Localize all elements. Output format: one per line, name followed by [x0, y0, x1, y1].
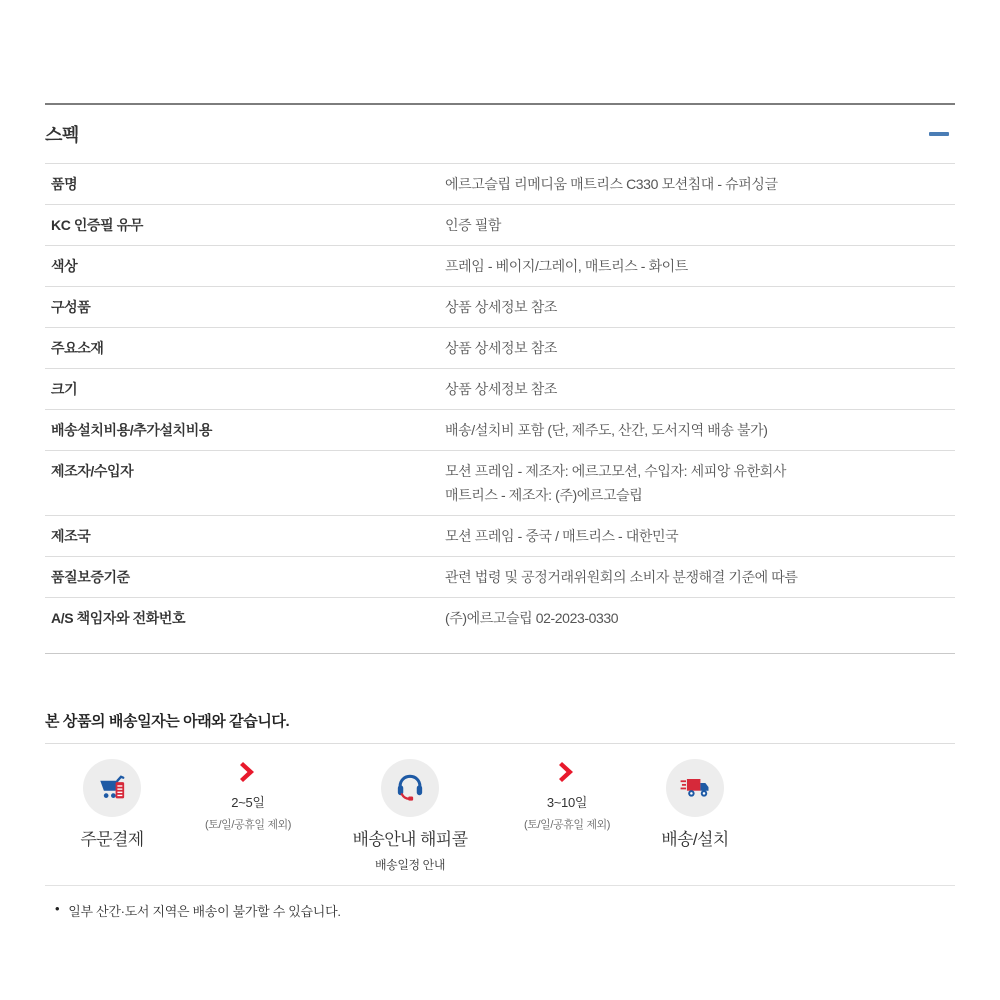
arrow-duration: 3~10일	[546, 795, 588, 810]
spec-row-value: 배송/설치비 포함 (단, 제주도, 산간, 도서지역 배송 불가)	[445, 422, 768, 438]
table-row	[45, 205, 955, 246]
table-row	[45, 598, 955, 654]
delivery-section	[45, 710, 955, 920]
spec-row-label: 배송설치비용/추가설치비용	[51, 422, 212, 438]
spec-section	[45, 103, 955, 654]
delivery-arrow-1	[179, 744, 317, 832]
spec-row-label: KC 인증필 유무	[51, 217, 144, 233]
spec-row-value: 상품 상세정보 참조	[445, 340, 557, 356]
spec-row-label: 색상	[51, 258, 78, 274]
delivery-flow	[45, 744, 955, 886]
spec-row-value: (주)에르고슬립 02-2023-0330	[445, 610, 619, 626]
table-row	[45, 369, 955, 410]
table-row	[45, 410, 955, 451]
table-row	[45, 516, 955, 557]
spec-table	[45, 163, 955, 654]
table-row	[45, 557, 955, 598]
spec-row-label: 제조국	[51, 528, 91, 544]
product-info-page	[45, 0, 955, 920]
spec-row-label: 제조자/수입자	[51, 463, 134, 479]
spec-row-value	[445, 463, 955, 504]
spec-row-value-line1: 모션 프레임 - 제조자: 에르고모션, 수입자: 세피앙 유한회사	[445, 463, 787, 479]
table-row	[45, 451, 955, 516]
delivery-step-order	[45, 759, 179, 850]
spec-row-label: 품명	[51, 176, 78, 192]
spec-row-label: 구성품	[51, 299, 91, 315]
delivery-step-label: 배송안내 해피콜	[352, 830, 468, 849]
chevron-right-icon	[239, 761, 257, 783]
chevron-right-icon	[558, 761, 576, 783]
spec-row-value: 인증 필함	[445, 217, 501, 233]
table-row	[45, 164, 955, 205]
delivery-arrow-2	[503, 744, 631, 832]
spec-row-value: 프레임 - 베이지/그레이, 매트리스 - 화이트	[445, 258, 688, 274]
spec-section-title: 스펙	[45, 125, 79, 145]
bullet-icon: •	[55, 901, 60, 916]
minus-icon	[929, 132, 949, 136]
spec-row-value-line2: 매트리스 - 제조자: (주)에르고슬립	[445, 487, 643, 503]
delivery-step-happycall	[317, 759, 503, 873]
spec-section-header	[45, 103, 955, 163]
delivery-note	[45, 901, 955, 920]
spec-row-label: 품질보증기준	[51, 569, 130, 585]
spec-row-value: 상품 상세정보 참조	[445, 299, 557, 315]
delivery-step-install	[631, 759, 759, 850]
table-row	[45, 246, 955, 287]
arrow-note: (토/일/공휴일 제외)	[523, 819, 611, 831]
spec-row-value: 모션 프레임 - 중국 / 매트리스 - 대한민국	[445, 528, 679, 544]
spec-collapse-button[interactable]	[925, 124, 953, 144]
arrow-note: (토/일/공휴일 제외)	[204, 819, 292, 831]
spec-row-value: 관련 법령 및 공정거래위원회의 소비자 분쟁해결 기준에 따름	[445, 569, 798, 585]
cart-icon	[83, 759, 141, 817]
delivery-step-label: 주문결제	[80, 830, 144, 849]
truck-icon	[666, 759, 724, 817]
delivery-note-text: 일부 산간·도서 지역은 배송이 불가할 수 있습니다.	[68, 904, 341, 919]
delivery-section-title: 본 상품의 배송일자는 아래와 같습니다.	[45, 710, 955, 744]
spec-row-value: 에르고슬립 리메디움 매트리스 C330 모션침대 - 슈퍼싱글	[445, 176, 778, 192]
spec-row-label: 주요소재	[51, 340, 104, 356]
spec-row-value: 상품 상세정보 참조	[445, 381, 557, 397]
delivery-step-label: 배송/설치	[661, 830, 729, 849]
table-row	[45, 328, 955, 369]
spec-row-label: A/S 책임자와 전화번호	[51, 610, 186, 626]
headset-icon	[381, 759, 439, 817]
arrow-duration: 2~5일	[231, 795, 265, 810]
spec-row-label: 크기	[51, 381, 78, 397]
delivery-step-sublabel: 배송일정 안내	[374, 858, 446, 872]
table-row	[45, 287, 955, 328]
